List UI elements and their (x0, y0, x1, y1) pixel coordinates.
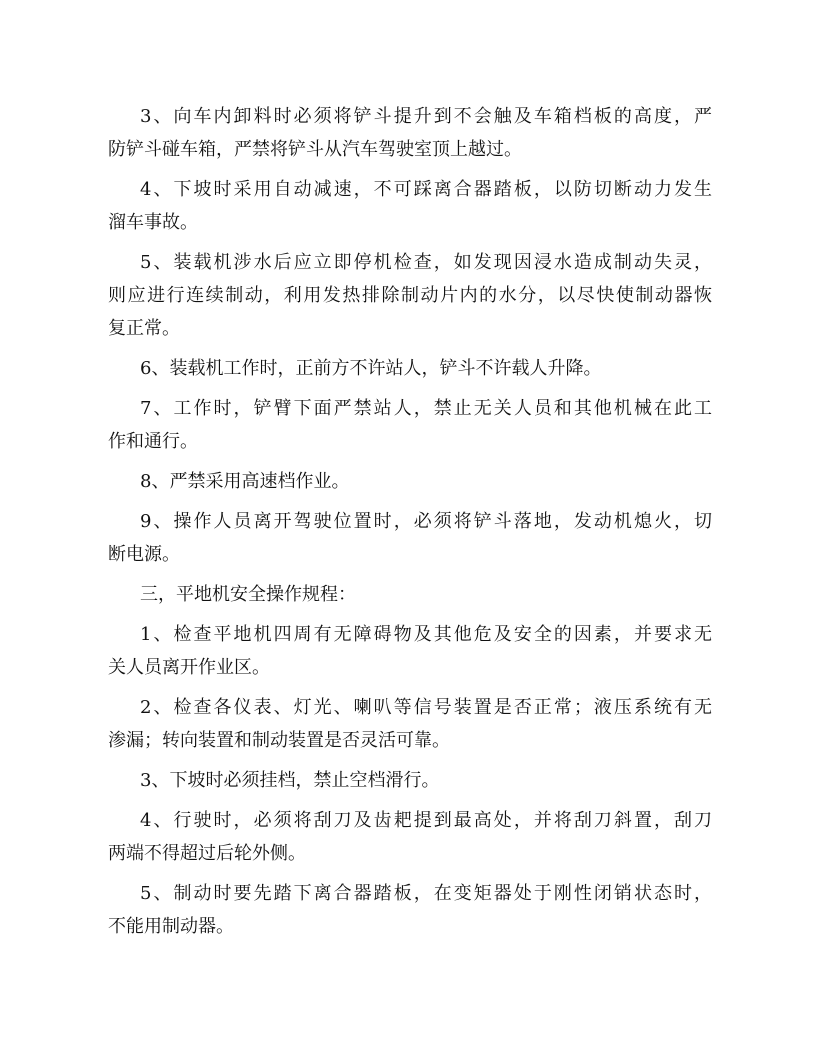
text-line: 三，平地机安全操作规程： (140, 584, 356, 605)
paragraph (108, 505, 712, 571)
text-line: 3、下坡时必须挂档，禁止空档滑行。 (140, 770, 440, 791)
paragraph (108, 352, 712, 385)
text-line: 防铲斗碰车箱，严禁将铲斗从汽车驾驶室顶上越过。 (108, 139, 522, 160)
text-line: 8、严禁采用高速档作业。 (140, 471, 350, 492)
text-line: 溜车事故。 (108, 212, 198, 233)
paragraph (108, 804, 712, 870)
text-line: 9、操作人员离开驾驶位置时，必须将铲斗落地，发动机熄火，切 (140, 511, 712, 532)
text-line: 7、工作时，铲臂下面严禁站人，禁止无关人员和其他机械在此工 (140, 398, 712, 419)
text-line: 复正常。 (108, 318, 180, 339)
paragraph (108, 618, 712, 684)
paragraph (108, 578, 712, 611)
text-line: 2、检查各仪表、灯光、喇叭等信号装置是否正常；液压系统有无 (140, 697, 712, 718)
paragraph (108, 392, 712, 458)
text-line: 则应进行连续制动，利用发热排除制动片内的水分，以尽快使制动器恢 (108, 285, 712, 306)
paragraph (108, 465, 712, 498)
text-line: 6、装载机工作时，正前方不许站人，铲斗不许载人升降。 (140, 358, 602, 379)
text-line: 4、行驶时，必须将刮刀及齿耙提到最高处，并将刮刀斜置，刮刀 (140, 810, 712, 831)
text-line: 断电源。 (108, 544, 180, 565)
paragraph (108, 246, 712, 345)
text-line: 两端不得超过后轮外侧。 (108, 843, 306, 864)
text-line: 3、向车内卸料时必须将铲斗提升到不会触及车箱档板的高度，严 (140, 106, 712, 127)
paragraph (108, 691, 712, 757)
text-line: 渗漏；转向装置和制动装置是否灵活可靠。 (108, 730, 450, 751)
text-line: 不能用制动器。 (108, 916, 234, 937)
paragraph (108, 173, 712, 239)
paragraph (108, 100, 712, 166)
text-line: 关人员离开作业区。 (108, 657, 270, 678)
paragraph (108, 877, 712, 943)
document-page (108, 100, 712, 950)
paragraph (108, 764, 712, 797)
text-line: 5、制动时要先踏下离合器踏板，在变矩器处于刚性闭销状态时， (140, 883, 712, 904)
text-line: 4、下坡时采用自动减速，不可踩离合器踏板，以防切断动力发生 (140, 179, 712, 200)
text-line: 1、检查平地机四周有无障碍物及其他危及安全的因素，并要求无 (140, 624, 712, 645)
text-line: 5、装载机涉水后应立即停机检查，如发现因浸水造成制动失灵， (140, 252, 712, 273)
text-line: 作和通行。 (108, 431, 198, 452)
